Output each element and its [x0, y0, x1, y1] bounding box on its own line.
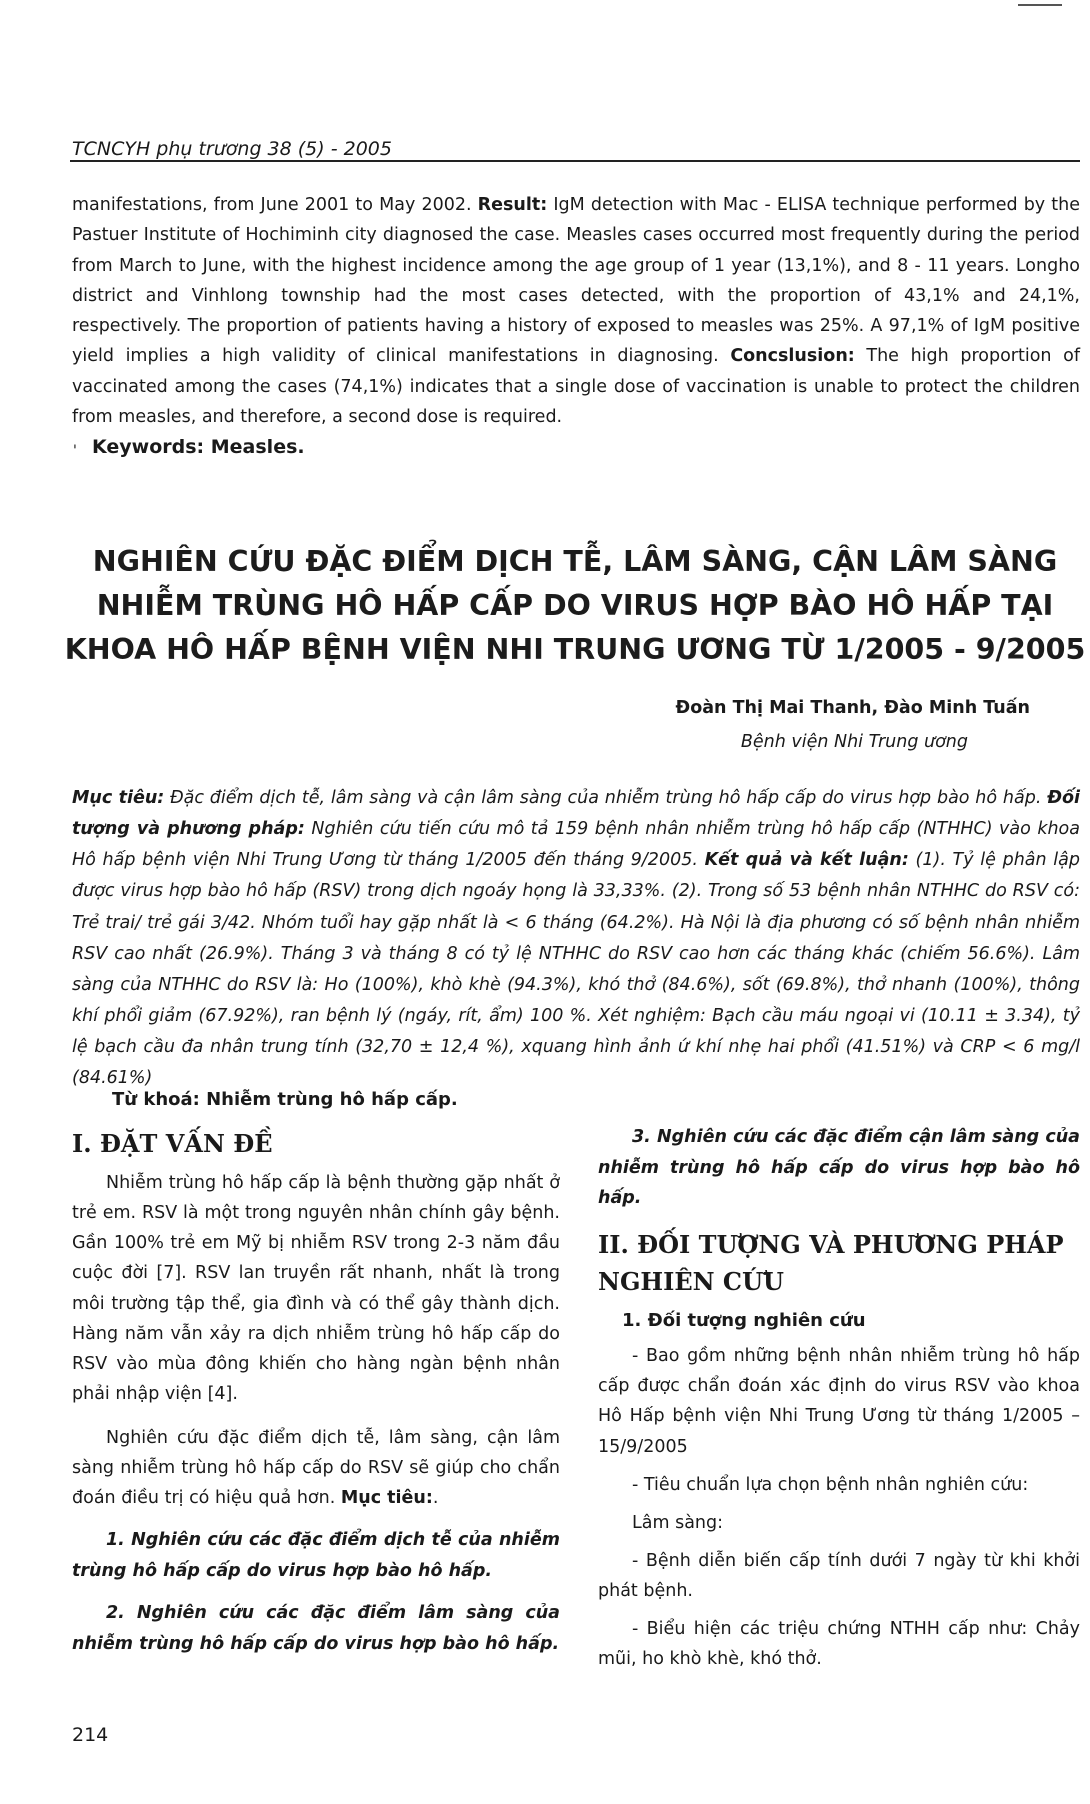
objective-2: 2. Nghiên cứu các đặc điểm lâm sàng của nhiễm trùng hô hấp cấp do virus hợp bào hô hấp.: [72, 1603, 560, 1655]
result-text: IgM detection with Mac - ELISA technique performed by the Pastuer Institute of Hochiminh city diagnosed the case. Measles cases occurred most frequently during the period from March to June, with the highest incidence among the age group of 1 year (13,1%), and 8 - 11 years. Longho district and Vinhlong township had the most cases detected, with the proportion of 43,1% and 24,1%, respectively. The proportion of patients having a history of exposed to measles was 25%. A 97,1% of IgM positive yield implies a high validity of clinical manifestations in diagnosing.: [72, 195, 1081, 367]
result-label: Result:: [477, 195, 548, 215]
subjects-item-2: - Tiêu chuẩn lựa chọn bệnh nhân nghiên cứu:: [632, 1474, 1029, 1495]
objective-text: Đặc điểm dịch tễ, lâm sàng và cận lâm sàng của nhiễm trùng hô hấp cấp do virus hợp bào hô hấp.: [164, 788, 1048, 808]
aim-text: Nghiên cứu đặc điểm dịch tễ, lâm sàng, cận lâm sàng nhiễm trùng hô hấp cấp do RSV sẽ giúp cho chẩn đoán điều trị có hiệu quả hơn.: [72, 1427, 560, 1509]
aim-paragraph: [72, 1423, 560, 1513]
objective-3: 3. Nghiên cứu các đặc điểm cận lâm sàng của nhiễm trùng hô hấp cấp do virus hợp bào hô hấp.: [598, 1127, 1080, 1209]
authors: Đoàn Thị Mai Thanh, Đào Minh Tuấn: [675, 698, 1030, 718]
results-text: (1). Tỷ lệ phân lập được virus hợp bào hô hấp (RSV) trong dịch ngoáy họng là 33,33%. (2). Trong số 53 bệnh nhân NTHHC do RSV có: Trẻ trai/ trẻ gái 3/42. Nhóm tuổi hay gặp nhất là < 6 tháng (64.2%). Hà Nội là địa phương có số bệnh nhân nhiễm RSV cao nhất (26.9%). Tháng 3 và tháng 8 có tỷ lệ NTHHC do RSV cao hơn các tháng khác (chiếm 56.6%). Lâm sàng của NTHHC do RSV là: Ho (100%), khò khè (94.3%), khó thở (84.6%), sốt (69.8%), thở nhanh (100%), thông khí phổi giảm (67.92%), ran bệnh lý (ngáy, rít, ẩm) 100 %. Xét nghiệm: Bạch cầu máu ngoại vi (10.11 ± 3.34), tỷ lệ bạch cầu đa nhân trung tính (32,70 ± 12,4 %), xquang hình ảnh ứ khí nhẹ hai phổi (41.51%) và CRP < 6 mg/l (84.61%): [72, 850, 1080, 1089]
english-keywords: Keywords: Measles.: [92, 436, 305, 458]
conclusion-text: The high proportion of vaccinated among the cases (74,1%) indicates that a single dose of vaccination is unable to protect the children from measles, and therefore, a second dose is required.: [72, 346, 1080, 427]
aim-end: .: [432, 1488, 439, 1509]
conclusion-label: Concslusion:: [730, 346, 855, 367]
subjects-item-4: - Bệnh diễn biến cấp tính dưới 7 ngày từ khi khởi phát bệnh.: [598, 1550, 1080, 1601]
abstract-intro: manifestations, from June 2001 to May 2002.: [72, 195, 478, 215]
running-header: TCNCYH phụ trương 38 (5) - 2005: [72, 138, 392, 160]
subsection-subjects: 1. Đối tượng nghiên cứu: [622, 1310, 866, 1332]
article-title: NGHIÊN CỨU ĐẶC ĐIỂM DỊCH TỄ, LÂM SÀNG, CẬN LÂM SÀNG NHIỄM TRÙNG HÔ HẤP CẤP DO VIRUS HỢP BÀO HÔ HẤP TẠI KHOA HÔ HẤP BỆNH VIỆN NHI TRUNG ƯƠNG TỪ 1/2005 - 9/2005: [64, 545, 1086, 667]
section-heading-methods: II. ĐỐI TƯỢNG VÀ PHƯƠNG PHÁP NGHIÊN CỨU: [598, 1229, 1064, 1297]
affiliation: Bệnh viện Nhi Trung ương: [740, 732, 968, 752]
subjects-item-5: - Biểu hiện các triệu chứng NTHH cấp như: Chảy mũi, ho khò khè, khó thở.: [598, 1619, 1080, 1670]
aim-label: Mục tiêu:: [340, 1488, 433, 1509]
method-label: Đối tượng và phương pháp:: [72, 788, 1081, 840]
intro-paragraph: Nhiễm trùng hô hấp cấp là bệnh thường gặp nhất ở trẻ em. RSV là một trong nguyên nhân chính gây bệnh. Gần 100% trẻ em Mỹ bị nhiễm RSV trong 2-3 năm đầu cuộc đời [7]. RSV lan truyền rất nhanh, nhất là trong môi trường tập thể, gia đình và có thể gây thành dịch. Hàng năm vẫn xảy ra dịch nhiễm trùng hô hấp cấp do RSV vào mùa đông khiến cho hàng ngàn bệnh nhân phải nhập viện [4].: [72, 1173, 560, 1404]
section-heading-intro: I. ĐẶT VẤN ĐỀ: [72, 1129, 273, 1158]
left-column: [72, 1125, 560, 1660]
header-rule: [70, 160, 1080, 162]
objective-1: 1. Nghiên cứu các đặc điểm dịch tễ của nhiễm trùng hô hấp cấp do virus hợp bào hô hấp.: [72, 1530, 560, 1581]
vietnamese-abstract: [72, 783, 1080, 1094]
scan-speck: ': [73, 443, 77, 459]
objective-label: Mục tiêu:: [72, 788, 165, 808]
vietnamese-keywords: Từ khoá: Nhiễm trùng hô hấp cấp.: [112, 1089, 458, 1110]
subjects-item-1: - Bao gồm những bệnh nhân nhiễm trùng hô hấp cấp được chẩn đoán xác định do virus RSV vào khoa Hô Hấp bệnh viện Nhi Trung Ương từ tháng 1/2005 – 15/9/2005: [598, 1346, 1080, 1457]
scan-mark: [1018, 4, 1062, 6]
page-number: 214: [72, 1724, 109, 1746]
method-text: Nghiên cứu tiến cứu mô tả 159 bệnh nhân nhiễm trùng hô hấp cấp (NTHHC) vào khoa Hô hấp bệnh viện Nhi Trung Ương từ tháng 1/2005 đến tháng 9/2005.: [72, 819, 1080, 871]
right-column: [598, 1122, 1080, 1674]
subjects-item-3: Lâm sàng:: [632, 1512, 724, 1533]
english-abstract: [72, 190, 1080, 432]
results-label: Kết quả và kết luận:: [704, 850, 909, 871]
